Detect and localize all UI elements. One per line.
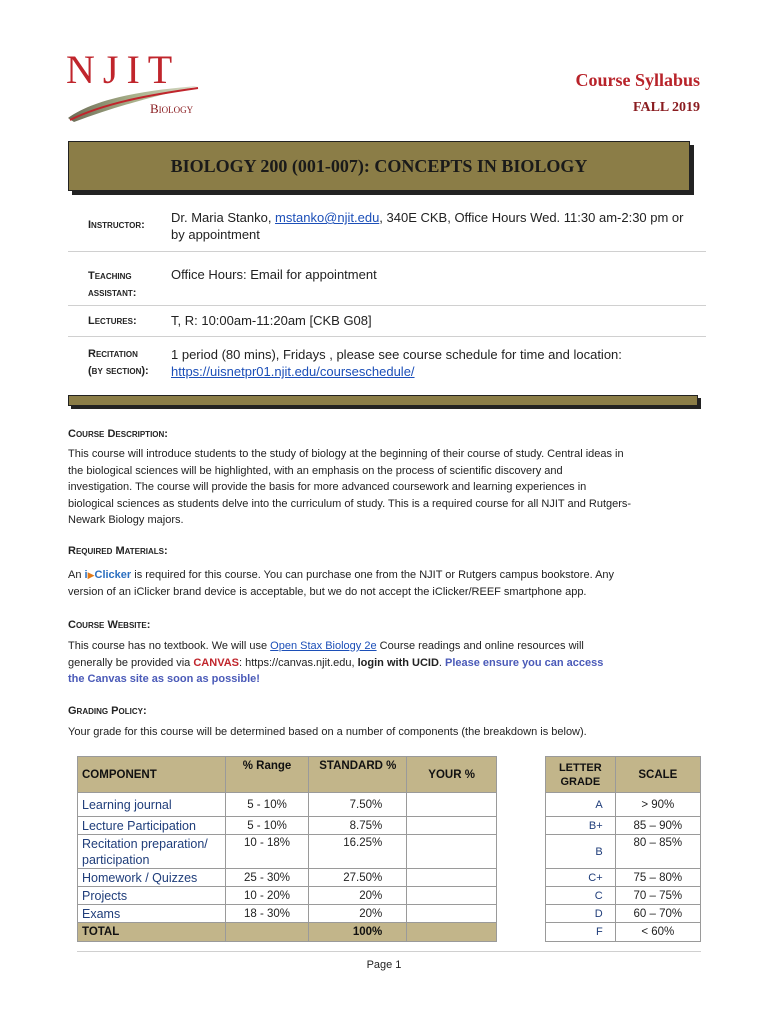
section-bar [68,395,698,406]
table-row: Exams 18 - 30% 20% [78,905,497,923]
table-header: % Range [225,757,309,793]
table-row: B+ 85 – 90% [546,817,701,835]
grading-table [77,756,497,942]
materials-heading: Required Materials: [68,545,168,557]
table-row: Recitation preparation/ participation 10 - 18% 16.25% [78,835,497,869]
website-heading: Course Website: [68,619,151,631]
divider [68,336,706,337]
logo-department: Biology [150,101,194,116]
recitation-value: 1 period (80 mins), Fridays , please see course schedule for time and location: https://uisnetpr01.njit.edu/courseschedule/ [171,347,622,379]
letter-grade-table [545,756,701,942]
ta-label: Teaching assistant: [88,270,137,299]
table-row: Lecture Participation 5 - 10% 8.75% [78,817,497,835]
term-heading: FALL 2019 [632,100,700,115]
table-row: B 80 – 85% [546,835,701,869]
table-row: D 60 – 70% [546,905,701,923]
play-icon: ▶ [87,570,95,580]
website-text: This course has no textbook. We will use Open Stax Biology 2e Course readings and online resources will generally be provided via CANVAS: https://canvas.njit.edu, login with UCID. Please ensure you can access the Canvas site as soon as possible! [68,640,604,685]
table-row: A > 90% [546,793,701,817]
iclicker-brand-i: i [84,569,88,581]
instructor-label: Instructor: [88,219,145,231]
description-heading: Course Description: [68,428,168,440]
table-header: YOUR % [407,757,497,793]
table-total-row: TOTAL 100% [78,923,497,942]
table-row: C+ 75 – 80% [546,869,701,887]
table-header: SCALE [615,757,700,793]
divider [68,305,706,306]
instructor-email-link[interactable]: mstanko@njit.edu [275,210,380,225]
table-row: Projects 10 - 20% 20% [78,887,497,905]
table-header: LETTER GRADE [546,757,616,793]
course-title: BIOLOGY 200 (001-007): CONCEPTS IN BIOLOGY [170,156,588,176]
course-title-box [68,141,690,191]
instructor-value: Dr. Maria Stanko, mstanko@njit.edu, 340E CKB, Office Hours Wed. 11:30 am-2:30 pm or by appointment [171,210,684,242]
page-number: Page 1 [366,959,402,971]
table-row: F < 60% [546,923,701,942]
table-header: COMPONENT [78,757,226,793]
openstax-link[interactable]: Open Stax Biology 2e [270,640,377,652]
materials-text: An i▶Clicker is required for this course. You can purchase one from the NJIT or Rutgers campus bookstore. Any version of an iClicker brand device is acceptable, but we do not accept the iClicker/REEF smartphone app. [68,569,615,598]
table-row: Learning journal 5 - 10% 7.50% [78,793,497,817]
iclicker-brand-word: Clicker [94,569,132,581]
table-header: STANDARD % [309,757,407,793]
footer-divider [77,951,701,952]
recitation-label: Recitation (by section): [88,348,149,377]
description-text: This course will introduce students to the study of biology at the beginning of their course of study. Central ideas in the biological sciences will be highlighted, with an emphasis on the process of scientific discovery and investigation. The course will provide the basis for more advanced coursework and learning experiences in biological sciences as students delve into the curriculum of study. This is a required course for all NJIT and Rutgers- Newark Biology majors. [68,448,632,526]
njit-logo-text: NJIT [66,47,181,92]
table-row: Homework / Quizzes 25 - 30% 27.50% [78,869,497,887]
course-schedule-link[interactable]: https://uisnetpr01.njit.edu/courseschedule/ [171,364,415,379]
table-row: C 70 – 75% [546,887,701,905]
grading-intro: Your grade for this course will be determined based on a number of components (the breakdown is below). [68,726,587,738]
doc-type-heading: Course Syllabus [575,70,700,90]
grading-heading: Grading Policy: [68,705,147,717]
canvas-label: CANVAS [193,656,239,669]
ta-value: Office Hours: Email for appointment [171,267,377,282]
divider [68,251,706,252]
lectures-value: T, R: 10:00am-11:20am [CKB G08] [171,313,372,328]
lectures-label: Lectures: [88,315,137,327]
